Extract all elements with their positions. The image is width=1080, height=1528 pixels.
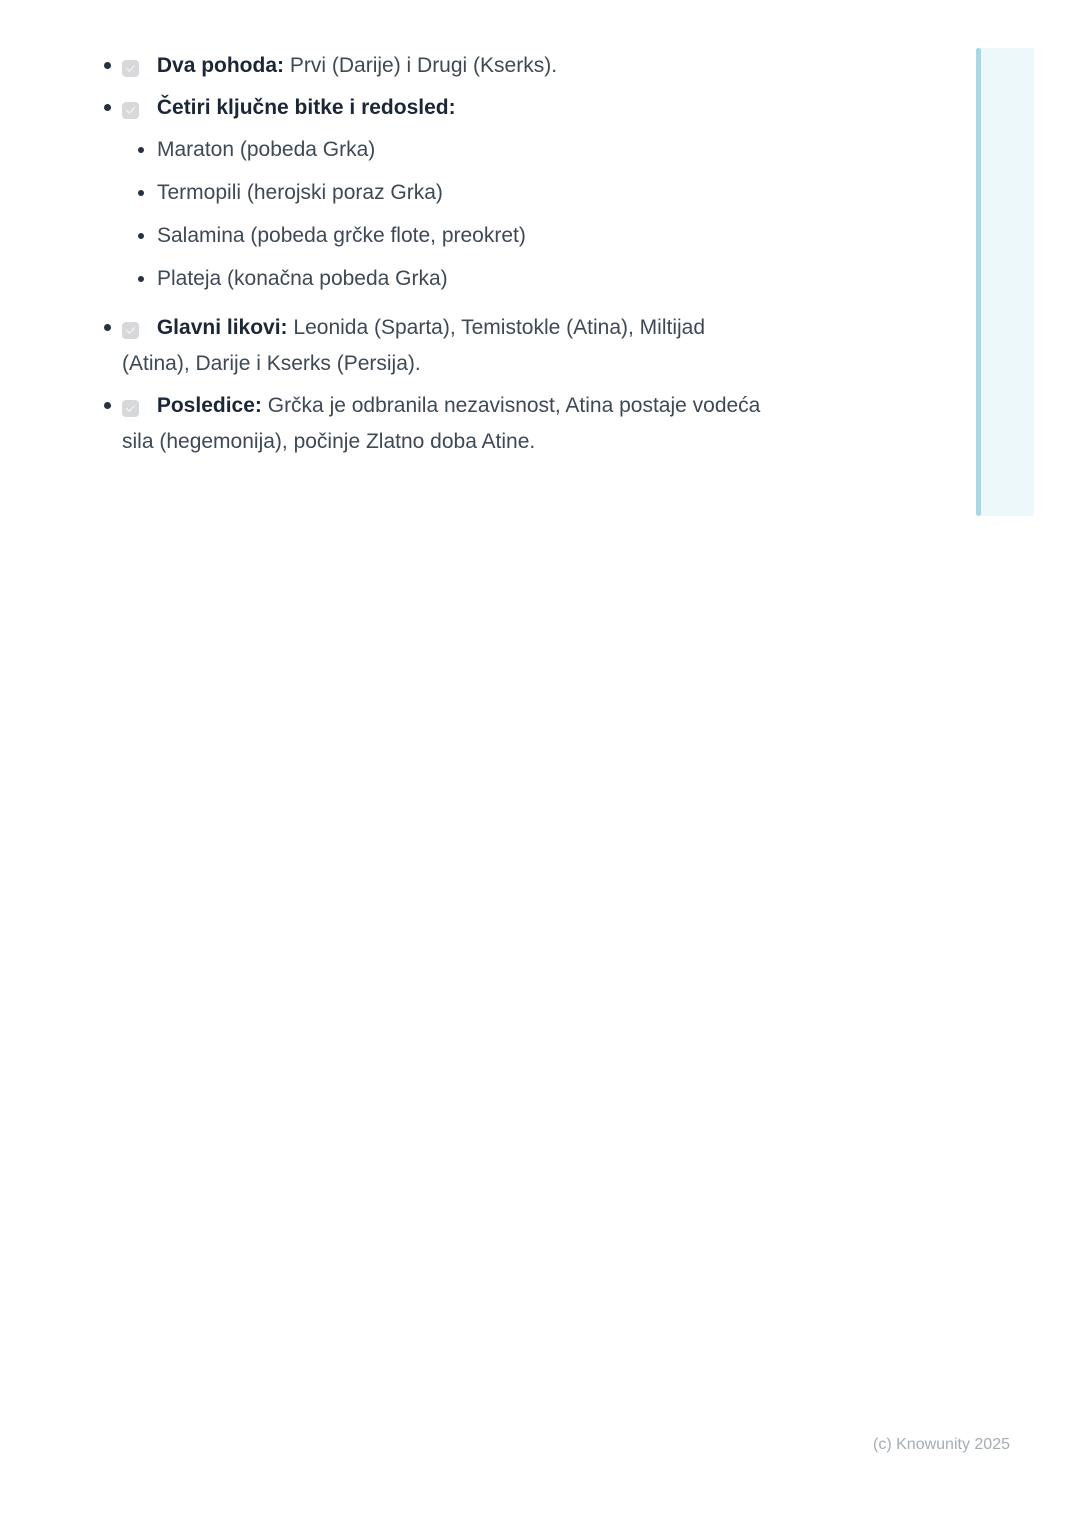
- checkmark-icon: [125, 105, 136, 116]
- item-text: Grčka je odbranila nezavisnost, Atina postaje vodeća: [267, 394, 761, 417]
- battles-sub-list: [0, 132, 960, 297]
- bullet-icon: [104, 62, 111, 69]
- copyright-text: (c) Knowunity 2025: [873, 1436, 1010, 1453]
- sub-item-text: Termopili (herojski poraz Grka): [157, 181, 443, 204]
- sub-item-text: Maraton (pobeda Grka): [157, 138, 376, 161]
- checklist-item-glavni-likovi: [0, 310, 960, 382]
- checked-checkbox-icon[interactable]: [122, 322, 139, 339]
- bullet-icon: [138, 276, 144, 282]
- page-footer: [873, 1436, 1010, 1454]
- checklist-item-cetiri-bitke: [0, 90, 960, 126]
- item-label: Glavni likovi:: [156, 316, 288, 339]
- notes-checklist: [0, 48, 960, 466]
- list-item: [0, 218, 960, 254]
- item-label: Posledice:: [156, 394, 262, 417]
- checkmark-icon: [125, 63, 136, 74]
- bullet-icon: [138, 190, 144, 196]
- item-text-line-2: (Atina), Darije i Kserks (Persija).: [122, 352, 421, 375]
- side-panel-edge-bar: [976, 48, 981, 516]
- checkmark-icon: [125, 325, 136, 336]
- bullet-icon: [104, 324, 111, 331]
- item-text: Prvi (Darije) i Drugi (Kserks).: [289, 54, 558, 77]
- sub-item-text: Plateja (konačna pobeda Grka): [157, 267, 448, 290]
- sub-item-text: Salamina (pobeda grčke flote, preokret): [157, 224, 526, 247]
- checklist-item-dva-pohoda: [0, 48, 960, 84]
- list-item: [0, 175, 960, 211]
- bullet-icon: [104, 402, 111, 409]
- item-label: Dva pohoda:: [156, 54, 285, 77]
- checklist-item-posledice: [0, 388, 960, 460]
- checked-checkbox-icon[interactable]: [122, 60, 139, 77]
- item-label: Četiri ključne bitke i redosled:: [156, 96, 456, 119]
- list-item: [0, 132, 960, 168]
- checked-checkbox-icon[interactable]: [122, 400, 139, 417]
- list-item: [0, 261, 960, 297]
- bullet-icon: [104, 104, 111, 111]
- side-highlight-panel: [976, 48, 1034, 516]
- checkmark-icon: [125, 403, 136, 414]
- bullet-icon: [138, 147, 144, 153]
- bullet-icon: [138, 233, 144, 239]
- item-text: Leonida (Sparta), Temistokle (Atina), Miltijad: [293, 316, 706, 339]
- item-text-line-2: sila (hegemonija), počinje Zlatno doba Atine.: [122, 430, 536, 453]
- checked-checkbox-icon[interactable]: [122, 102, 139, 119]
